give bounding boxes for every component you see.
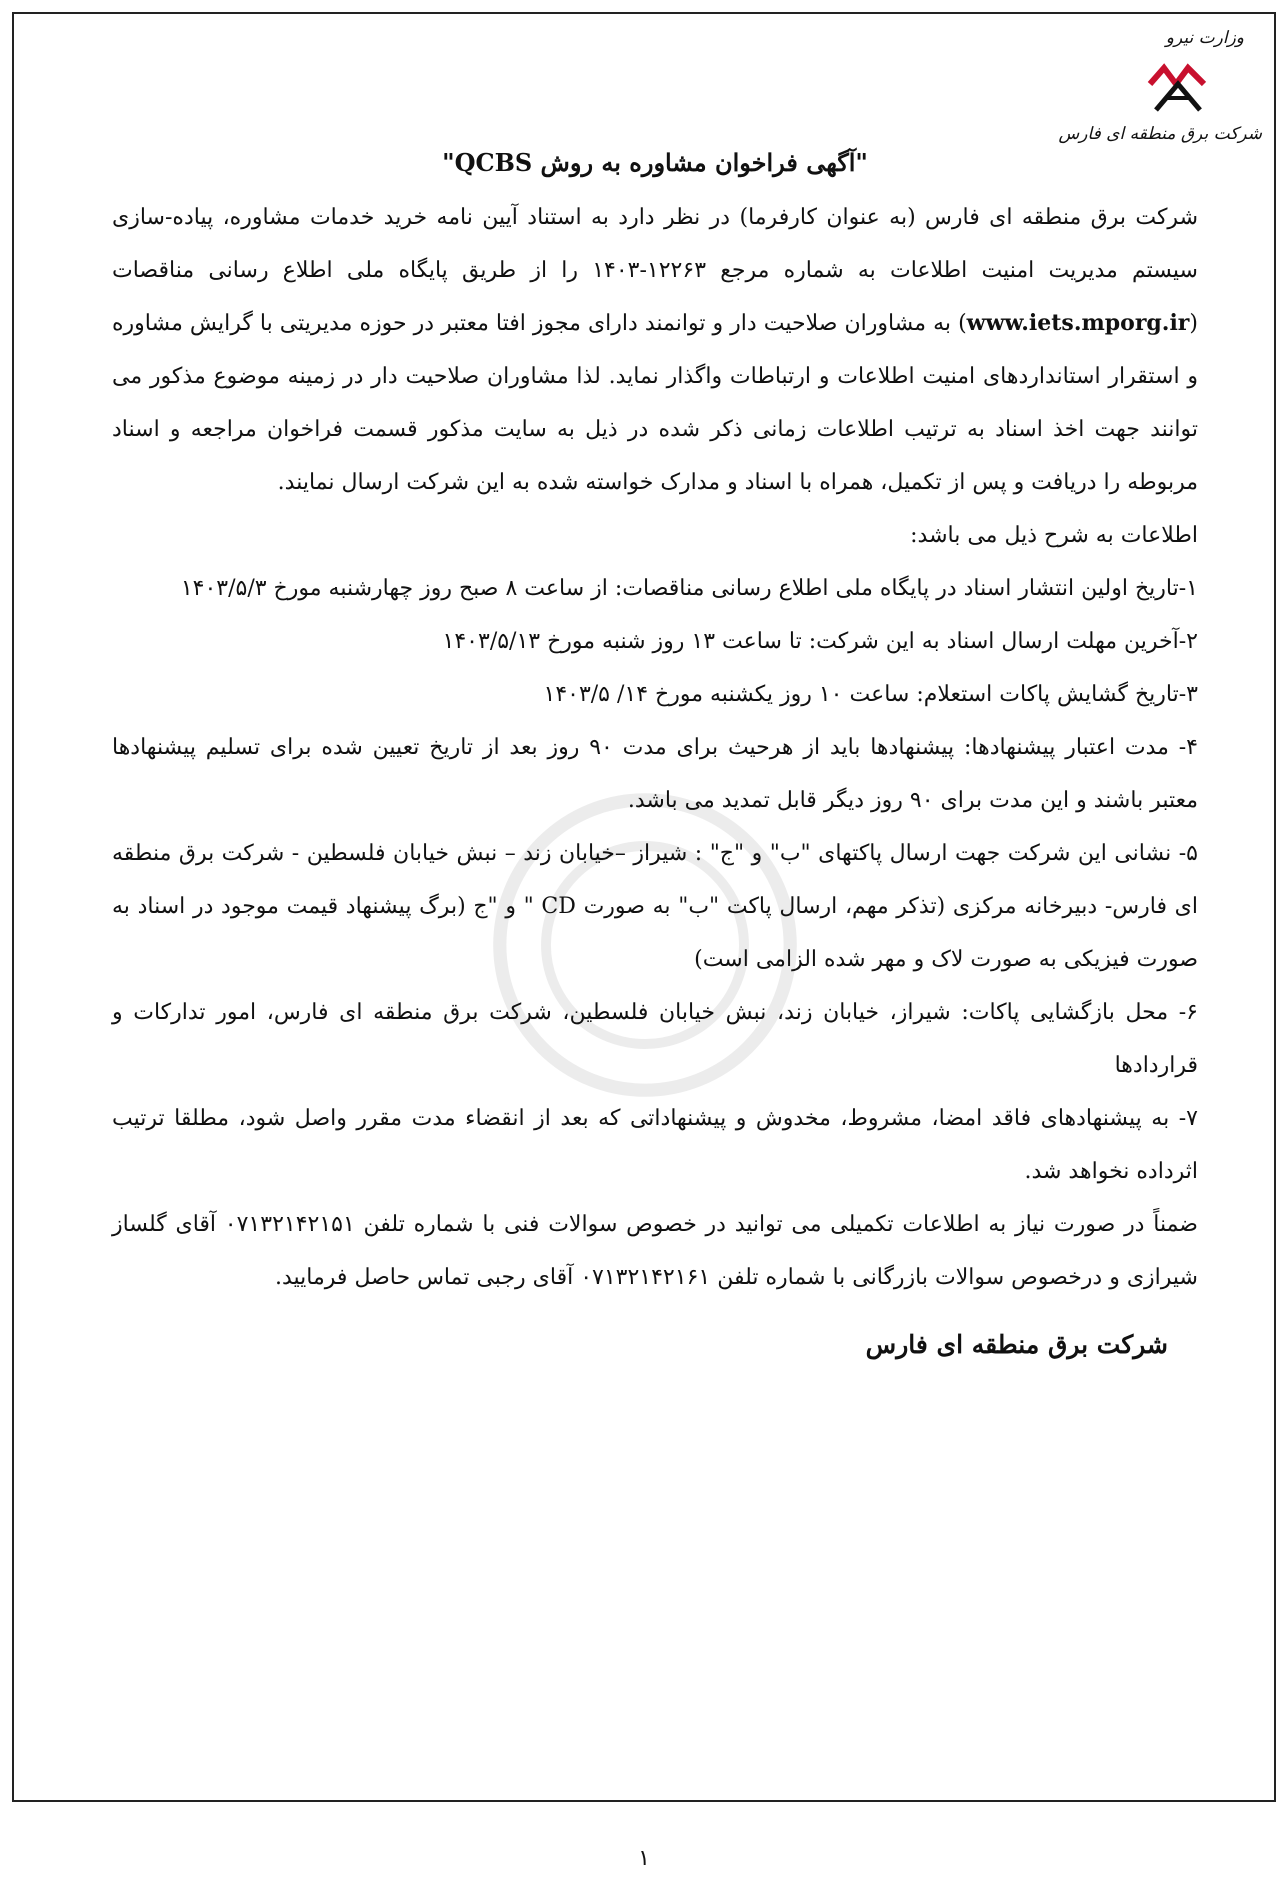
closing-paragraph: ضمناً در صورت نیاز به اطلاعات تکمیلی می توانید در خصوص سوالات فنی با شماره تلفن ۰۷۱۳۲۱۴۲۱۵۱ آقای گلساز شیرازی و درخصوص سوالات بازرگانی با شماره تلفن ۰۷۱۳۲۱۴۲۱۶۱ آقای رجبی تماس حاصل فرمایید. <box>112 1212 1198 1290</box>
info-heading: اطلاعات به شرح ذیل می باشد: <box>910 523 1198 548</box>
list-item: ۲-آخرین مهلت ارسال اسناد به این شرکت: تا ساعت ۱۳ روز شنبه مورخ ۱۴۰۳/۵/۱۳ <box>442 629 1198 654</box>
page-number: ۱ <box>638 1846 650 1871</box>
list-item: ۵- نشانی این شرکت جهت ارسال پاکتهای "ب" و "ج" : شیراز –خیابان زند – نبش خیابان فلسطین - شرکت برق منطقه ای فارس- دبیرخانه مرکزی (تذکر مهم، ارسال پاکت "ب" به صورت CD " و "ج (برگ پیشنهاد قیمت موجود در اسناد به صورت فیزیکی به صورت لاک و مهر شده الزامی است) <box>112 841 1198 972</box>
ministry-label: وزارت نیرو <box>1165 28 1244 48</box>
notice-title: "آگهی فراخوان مشاوره به روش QCBS" <box>442 148 868 177</box>
list-item: ۷- به پیشنهادهای فاقد امضا، مشروط، مخدوش و پیشنهاداتی که بعد از انقضاء مدت مقرر واصل شود، مطلقا ترتیب اثرداده نخواهد شد. <box>112 1106 1198 1184</box>
list-item: ۴- مدت اعتبار پیشنهادها: پیشنهادها باید از هرحیث برای مدت ۹۰ روز بعد از تاریخ تعیین شده برای تسلیم پیشنهادها معتبر باشند و این مدت برای ۹۰ روز دیگر قابل تمدید می باشد. <box>112 735 1198 813</box>
intro-text-part1: شرکت برق منطقه ای فارس (به عنوان کارفرما) در نظر دارد به استناد آیین نامه خرید خدمات مشاوره، پیاده-سازی سیستم مدیریت امنیت اطلاعات به شماره مرجع ۱۲۲۶۳-۱۴۰۳ را از طریق پایگاه ملی اطلاع رسانی مناقصات ( <box>112 205 1198 336</box>
list-item: ۱-تاریخ اولین انتشار اسناد در پایگاه ملی اطلاع رسانی مناقصات: از ساعت ۸ صبح روز چهارشنبه مورخ ۱۴۰۳/۵/۳ <box>180 576 1198 601</box>
list-item: ۳-تاریخ گشایش پاکات استعلام: ساعت ۱۰ روز یکشنبه مورخ ۱۴/ ۱۴۰۳/۵ <box>543 682 1198 707</box>
signature: شرکت برق منطقه ای فارس <box>865 1330 1168 1359</box>
company-logo <box>1058 24 1262 154</box>
tavanir-logo-icon <box>1146 54 1210 118</box>
intro-paragraph <box>112 191 1198 509</box>
intro-text-part2: ) به مشاوران صلاحیت دار و توانمند دارای مجوز افتا معتبر در حوزه مدیریتی با گرایش مشاوره و استقرار استانداردهای امنیت اطلاعات و ارتباطات واگذار نماید. لذا مشاوران صلاحیت دار در زمینه موضوع مذکور می توانند جهت اخذ اسناد به ترتیب اطلاعات زمانی ذکر شده در ذیل به سایت مذکور قسمت فراخوان مراجعه و اسناد مربوطه را دریافت و پس از تکمیل، همراه با اسناد و مدارک خواسته شده به این شرکت ارسال نمایند. <box>112 311 1198 495</box>
notice-body <box>112 148 1198 1359</box>
iets-url: www.iets.mporg.ir <box>966 310 1190 336</box>
company-label: شرکت برق منطقه ای فارس <box>1058 124 1262 144</box>
list-item: ۶- محل بازگشایی پاکات: شیراز، خیابان زند، نبش خیابان فلسطین، شرکت برق منطقه ای فارس، امور تدارکات و قراردادها <box>112 1000 1198 1078</box>
